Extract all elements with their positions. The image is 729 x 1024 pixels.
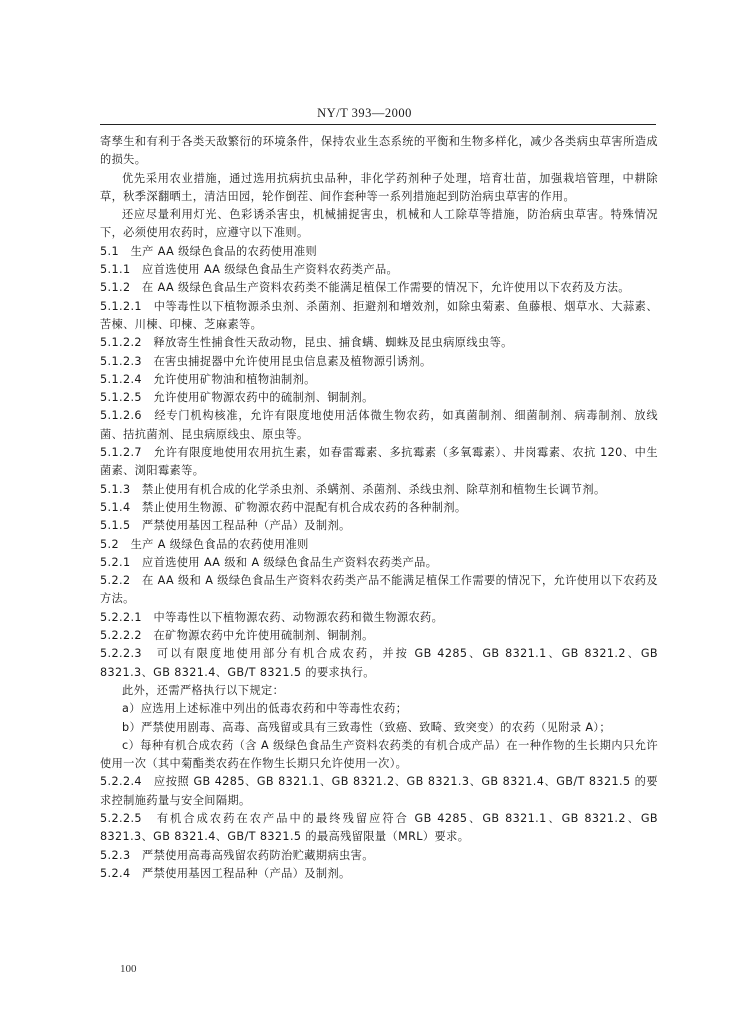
clause: 5.2.2.2 在矿物源农药中允许使用硫制剂、铜制剂。	[100, 629, 374, 643]
clause: 5.2.3 严禁使用高毒高残留农药防治贮藏期病虫害。	[100, 848, 374, 862]
section-heading: 5.1 生产 AA 级绿色食品的农药使用准则	[100, 244, 318, 258]
clause: 5.2.4 严禁使用基因工程品种（产品）及制剂。	[100, 866, 351, 880]
list-item: a）应选用上述标准中列出的低毒农药和中等毒性农药；	[122, 702, 408, 716]
clause: 5.1.2.1 中等毒性以下植物源杀虫剂、杀菌剂、拒避剂和增效剂，如除虫菊素、鱼藤根、烟草水、大蒜素、苦楝、川楝、印楝、芝麻素等。	[100, 299, 658, 331]
section-heading: 5.2 生产 A 级绿色食品的农药使用准则	[100, 537, 309, 551]
paragraph: 寄孳生和有利于各类天敌繁衍的环境条件，保持农业生态系统的平衡和生物多样化，减少各类病虫草害所造成的损失。	[100, 135, 658, 167]
clause: 5.2.2.5 有机合成农药在农产品中的最终残留应符合 GB 4285、GB 8321.1、GB 8321.2、GB 8321.3、GB 8321.4、GB/T 8321.5 的最高残留限量（MRL）要求。	[100, 811, 658, 844]
paragraph: 还应尽量利用灯光、色彩诱杀害虫，机械捕捉害虫，机械和人工除草等措施，防治病虫草害。特殊情况下，必须使用农药时，应遵守以下准则。	[100, 208, 658, 240]
clause: 5.1.2.2 释放寄生性捕食性天敌动物，昆虫、捕食螨、蜘蛛及昆虫病原线虫等。	[100, 336, 513, 350]
paragraph: 优先采用农业措施，通过选用抗病抗虫品种，非化学药剂种子处理，培育壮苗，加强栽培管理，中耕除草，秋季深翻晒土，清洁田园，轮作倒茬、间作套种等一系列措施起到防治病虫草害的作用。	[100, 171, 658, 203]
clause: 5.1.2.6 经专门机构核准，允许有限度地使用活体微生物农药，如真菌制剂、细菌制剂、病毒制剂、放线菌、拮抗菌剂、昆虫病原线虫、原虫等。	[100, 409, 658, 441]
clause: 5.1.2.5 允许使用矿物源农药中的硫制剂、铜制剂。	[100, 391, 374, 405]
clause: 5.1.1 应首选使用 AA 级绿色食品生产资料农药类产品。	[100, 263, 399, 277]
clause: 5.1.2.7 允许有限度地使用农用抗生素，如春雷霉素、多抗霉素（多氧霉素）、井岗霉素、农抗 120、中生菌素、浏阳霉素等。	[100, 446, 658, 478]
clause: 5.2.2.4 应按照 GB 4285、GB 8321.1、GB 8321.2、GB 8321.3、GB 8321.4、GB/T 8321.5 的要求控制施药量与安全间隔期。	[100, 775, 658, 807]
clause: 5.2.2 在 AA 级和 A 级绿色食品生产资料农药类产品不能满足植保工作需要的情况下，允许使用以下农药及方法。	[100, 574, 658, 606]
clause: 5.2.2.3 可以有限度地使用部分有机合成农药，并按 GB 4285、GB 8321.1、GB 8321.2、GB 8321.3、GB 8321.4、GB/T 8321.5 的要求执行。	[100, 647, 658, 679]
clause: 5.2.1 应首选使用 AA 级和 A 级绿色食品生产资料农药类产品。	[100, 555, 438, 569]
paragraph: 此外，还需严格执行以下规定：	[122, 683, 285, 697]
header-rule	[100, 124, 656, 125]
clause: 5.1.5 严禁使用基因工程品种（产品）及制剂。	[100, 519, 351, 533]
clause: 5.1.2 在 AA 级绿色食品生产资料农药类不能满足植保工作需要的情况下，允许使用以下农药及方法。	[100, 281, 630, 295]
standard-code-header: NY/T 393—2000	[317, 106, 412, 120]
clause: 5.2.2.1 中等毒性以下植物源农药、动物源农药和微生物源农药。	[100, 610, 444, 624]
clause: 5.1.2.4 允许使用矿物油和植物油制剂。	[100, 372, 316, 386]
clause: 5.1.4 禁止使用生物源、矿物源农药中混配有机合成农药的各种制剂。	[100, 500, 467, 514]
clause: 5.1.2.3 在害虫捕捉器中允许使用昆虫信息素及植物源引诱剂。	[100, 354, 432, 368]
clause: 5.1.3 禁止使用有机合成的化学杀虫剂、杀螨剂、杀菌剂、杀线虫剂、除草剂和植物生长调节剂。	[100, 482, 606, 496]
list-item: c）每种有机合成农药（含 A 级绿色食品生产资料农药类的有机合成产品）在一种作物的生长期内只允许使用一次（其中菊酯类农药在作物生长期只允许使用一次）。	[100, 738, 658, 771]
document-body	[100, 133, 658, 883]
page-number: 100	[120, 963, 137, 975]
list-item: b）严禁使用剧毒、高毒、高残留或具有三致毒性（致癌、致畸、致突变）的农药（见附录 A）；	[122, 720, 612, 734]
